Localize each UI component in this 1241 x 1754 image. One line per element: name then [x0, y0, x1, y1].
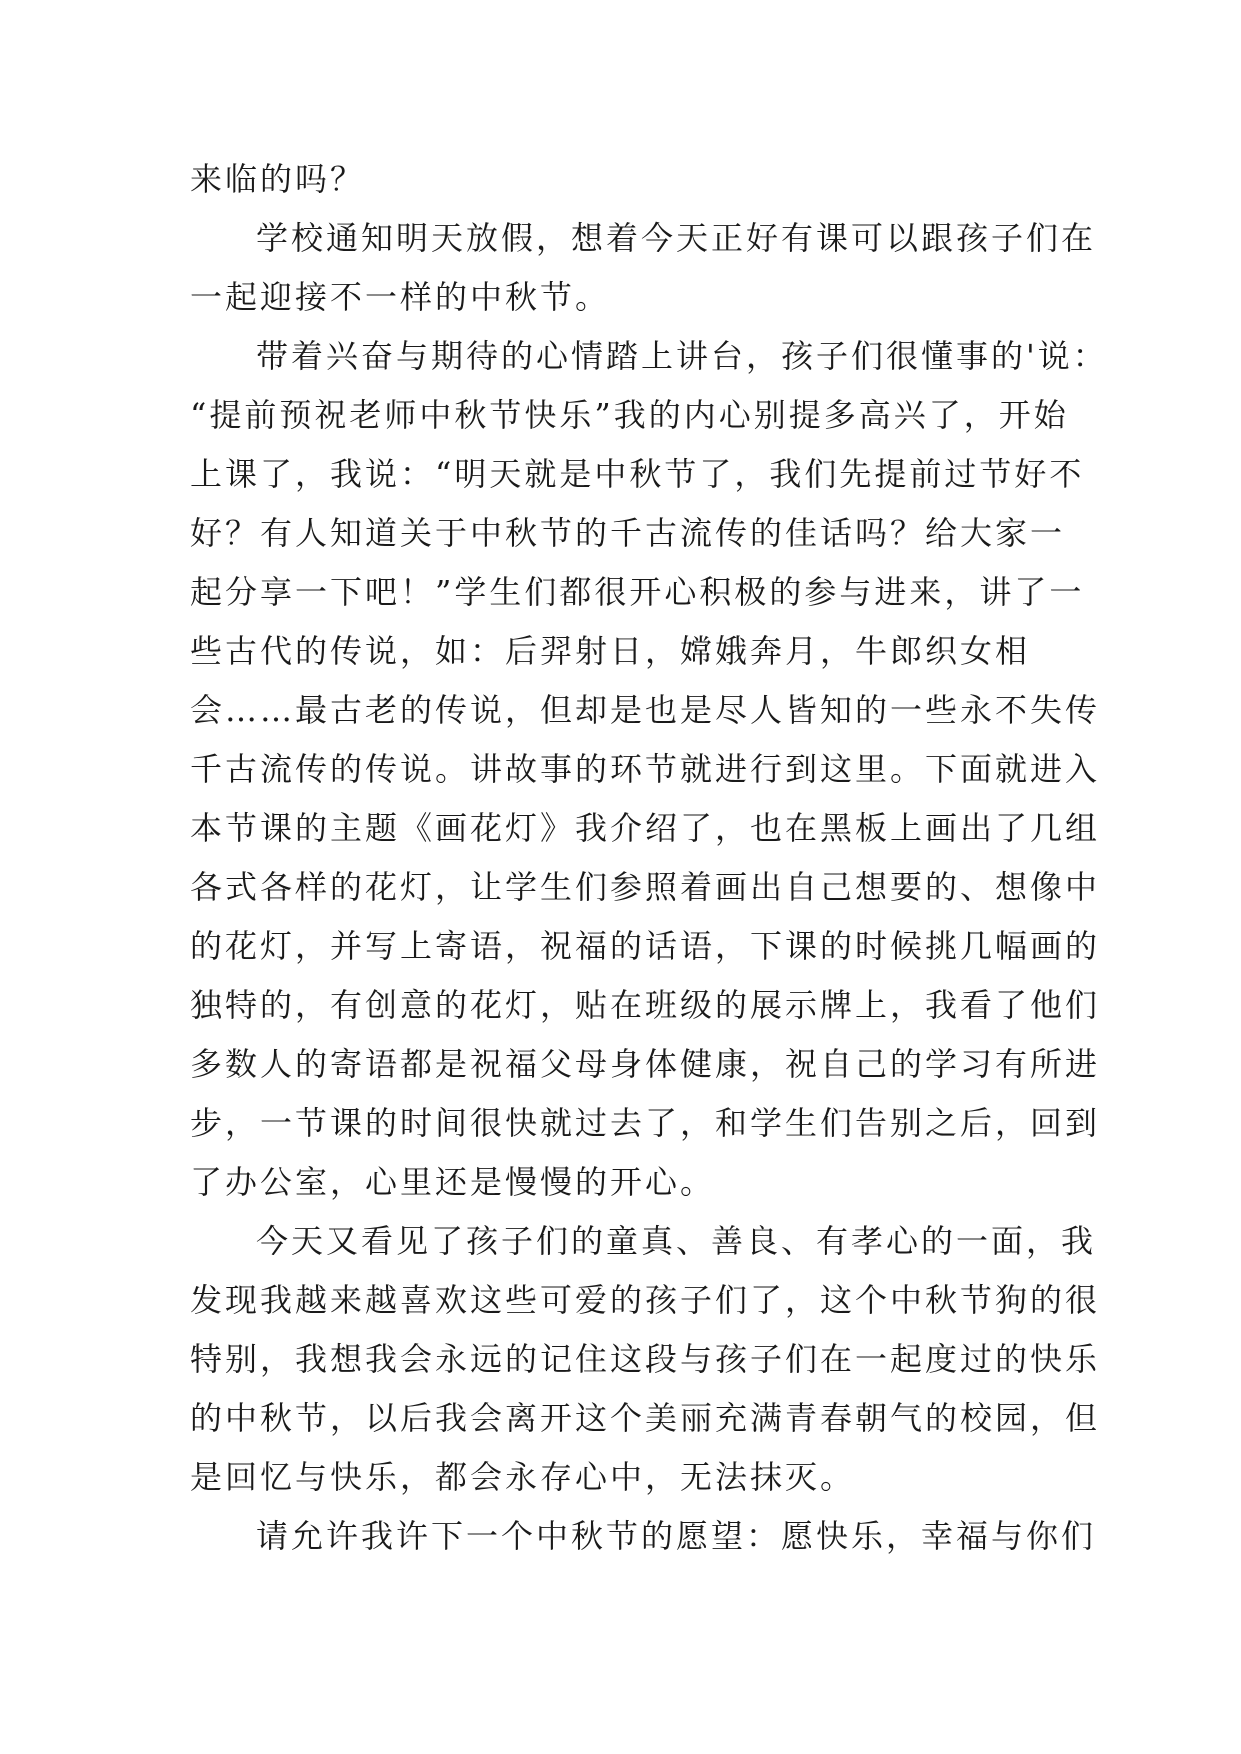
text-line: 发现我越来越喜欢这些可爱的孩子们了，这个中秋节狗的很 [190, 1281, 1101, 1319]
paragraph-start-line: 请允许我许下一个中秋节的愿望：愿快乐，幸福与你们 [256, 1517, 1097, 1555]
text-line: 起分享一下吧！”学生们都很开心积极的参与进来，讲了一 [190, 573, 1085, 611]
paragraph-start-line: 学校通知明天放假，想着今天正好有课可以跟孩子们在 [256, 219, 1097, 257]
text-line: 是回忆与快乐，都会永存心中，无法抹灭。 [190, 1458, 856, 1496]
text-line: 上课了，我说：“明天就是中秋节了，我们先提前过节好不 [190, 455, 1085, 493]
text-line: 来临的吗？ [190, 160, 366, 198]
text-line: 特别，我想我会永远的记住这段与孩子们在一起度过的快乐 [190, 1340, 1101, 1378]
text-line: 多数人的寄语都是祝福父母身体健康，祝自己的学习有所进 [190, 1045, 1101, 1083]
text-line: 的中秋节，以后我会离开这个美丽充满青春朝气的校园，但 [190, 1399, 1101, 1437]
text-line: 的花灯，并写上寄语，祝福的话语，下课的时候挑几幅画的 [190, 927, 1101, 965]
text-line: 各式各样的花灯，让学生们参照着画出自己想要的、想像中 [190, 868, 1101, 906]
text-line: 些古代的传说，如：后羿射日，嫦娥奔月，牛郎织女相 [190, 632, 1031, 670]
text-line: 千古流传的传说。讲故事的环节就进行到这里。下面就进入 [190, 750, 1101, 788]
text-line: 步，一节课的时间很快就过去了，和学生们告别之后，回到 [190, 1104, 1101, 1142]
text-line: 好？有人知道关于中秋节的千古流传的佳话吗？给大家一 [190, 514, 1066, 552]
text-line: 了办公室，心里还是慢慢的开心。 [190, 1163, 716, 1201]
text-line: “提前预祝老师中秋节快乐”我的内心别提多高兴了，开始 [190, 396, 1069, 434]
body-text [190, 150, 1108, 1566]
paragraph-start-line: 今天又看见了孩子们的童真、善良、有孝心的一面，我 [256, 1222, 1097, 1260]
paragraph-start-line: 带着兴奋与期待的心情踏上讲台，孩子们很懂事的'说： [256, 337, 1108, 375]
text-line: 独特的，有创意的花灯，贴在班级的展示牌上，我看了他们 [190, 986, 1101, 1024]
text-line: 一起迎接不一样的中秋节。 [190, 278, 611, 316]
text-line: 本节课的主题《画花灯》我介绍了，也在黑板上画出了几组 [190, 809, 1101, 847]
text-line: 会……最古老的传说，但却是也是尽人皆知的一些永不失传 [190, 691, 1101, 729]
